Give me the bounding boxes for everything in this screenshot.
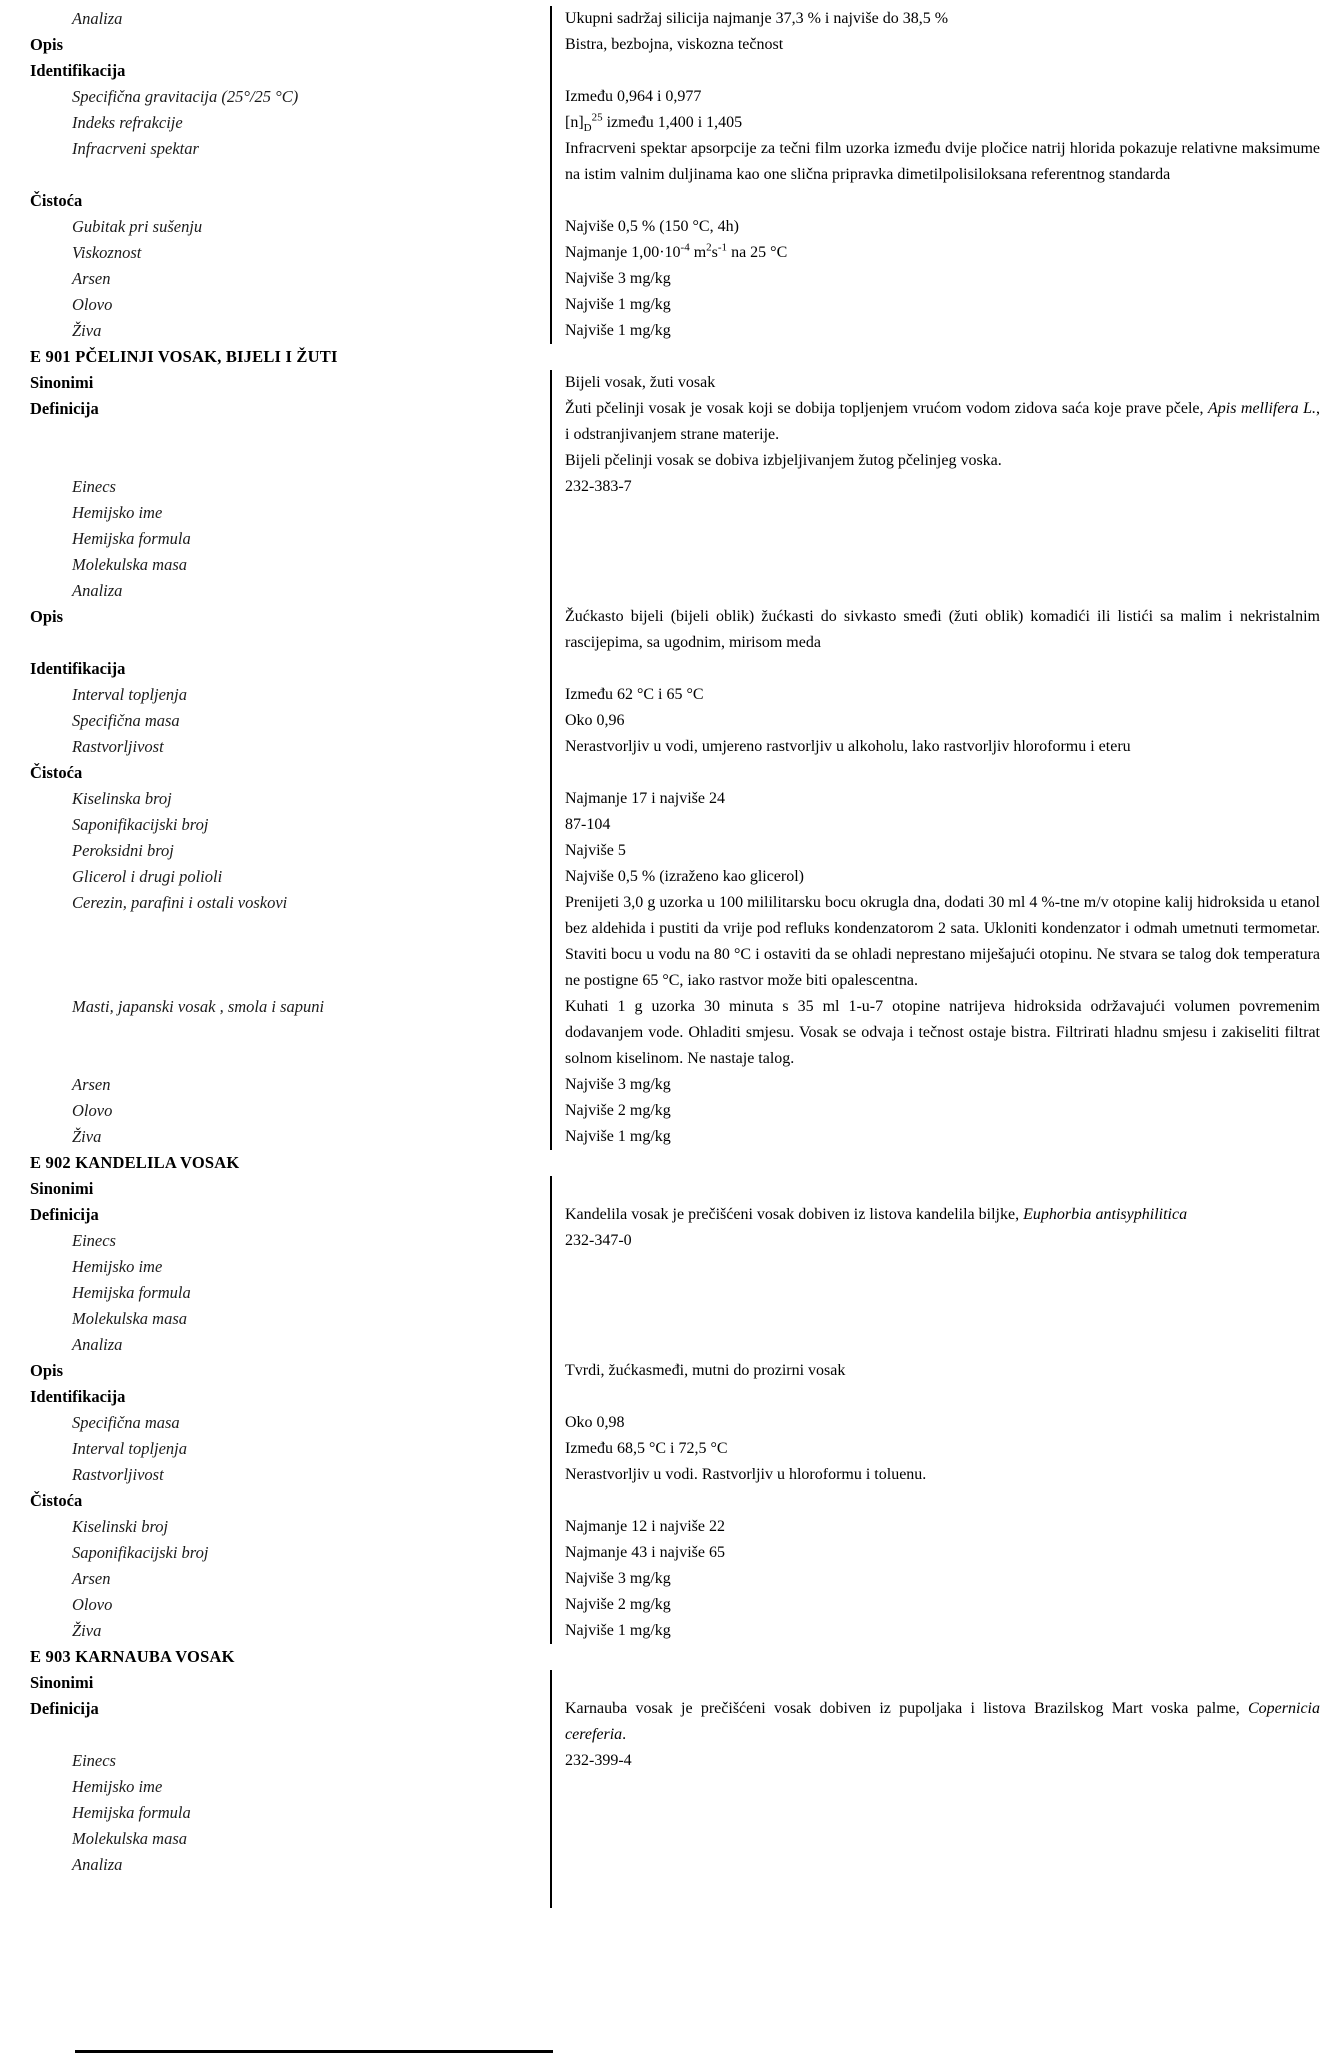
row-label: Interval topljenja (72, 1439, 188, 1458)
row-value (550, 1514, 1340, 1540)
value-text: Najmanje 1,00·10 (565, 244, 681, 261)
row-label: Čistoća (30, 763, 83, 782)
row-value (550, 1748, 1340, 1774)
row-value (550, 266, 1340, 292)
value-text: m (689, 244, 707, 261)
spec-row (0, 1592, 1340, 1618)
row-value (550, 864, 1340, 890)
value-text: Bijeli pčelinji vosak se dobiva izbjeljivanjem žutog pčelinjeg voska. (565, 452, 1002, 469)
value-text: Žućkasto bijeli (bijeli oblik) žućkasti do sivkasto smeđi (žuti oblik) komadići ili listići sa malim i nekristalnim rascijepima, sa ugodnim, mirisom meda (565, 608, 1320, 651)
value-text: Kuhati 1 g uzorka 30 minuta s 35 ml 1-u-7 otopine natrijeva hidroksida održavajući volumen povremenim dodavanjem vode. Ohladiti smjesu. Vosak se odvaja i tečnost ostaje bistra. Filtrirati hladnu smjesu i zakiseliti filtrat solnom kiselinom. Ne nastaje talog. (565, 998, 1320, 1067)
spec-row (0, 396, 1340, 474)
spec-row (0, 240, 1340, 266)
row-value (550, 1826, 1340, 1852)
spec-row (0, 760, 1340, 786)
spec-row (0, 682, 1340, 708)
row-value (550, 136, 1340, 188)
spec-row (0, 500, 1340, 526)
row-value (550, 994, 1340, 1072)
value-text: Najviše 3 mg/kg (565, 1076, 671, 1093)
section-body (0, 1176, 1340, 1644)
value-text: na 25 °C (727, 244, 788, 261)
row-value (550, 838, 1340, 864)
row-value (550, 32, 1340, 58)
row-label: Živa (72, 1621, 102, 1640)
row-value (550, 500, 1340, 526)
row-value (550, 1202, 1340, 1228)
spec-row (0, 1228, 1340, 1254)
spec-row (0, 1436, 1340, 1462)
row-label: Sinonimi (30, 1673, 94, 1692)
row-value (550, 1254, 1340, 1280)
row-label: Olovo (72, 295, 113, 314)
value-text: Tvrdi, žućkasmeđi, mutni do prozirni vosak (565, 1362, 846, 1379)
row-value (550, 6, 1340, 32)
row-label: Identifikacija (30, 61, 126, 80)
value-text: -1 (717, 241, 728, 254)
row-label: Živa (72, 1127, 102, 1146)
value-text: Najmanje 43 i najviše 65 (565, 1544, 725, 1561)
row-value (550, 292, 1340, 318)
row-value (550, 1280, 1340, 1306)
spec-row (0, 1280, 1340, 1306)
row-label: Einecs (72, 1751, 116, 1770)
value-text: , i odstranjivanjem strane materije. (565, 400, 1321, 443)
spec-row (0, 656, 1340, 682)
row-label (0, 1878, 550, 1908)
row-value (550, 552, 1340, 578)
value-text: Ukupni sadržaj silicija najmanje 37,3 % i najviše do 38,5 % (565, 10, 949, 27)
value-text: Kandelila vosak je prečišćeni vosak dobiven iz listova kandelila biljke, (565, 1206, 1024, 1223)
additive-heading: E 901 PČELINJI VOSAK, BIJELI I ŽUTI (30, 347, 338, 366)
value-text: Infracrveni spektar apsorpcije za tečni film uzorka između dvije pločice natrij hlorida pokazuje relativne maksimume na istim valnim duljinama kao one slična pripravka dimetilpolisiloksana referentnog standarda (565, 140, 1320, 183)
spec-row (0, 136, 1340, 188)
spec-row (0, 552, 1340, 578)
value-text: Oko 0,98 (565, 1414, 625, 1431)
spec-row (0, 1540, 1340, 1566)
species-name: Copernicia cereferia (565, 1700, 1320, 1743)
row-value (550, 1332, 1340, 1358)
row-value (550, 786, 1340, 812)
spec-row (0, 1774, 1340, 1800)
row-label: Analiza (72, 1335, 123, 1354)
value-text: između 1,400 i 1,405 (602, 114, 743, 131)
row-label: Sinonimi (30, 1179, 94, 1198)
spec-row (0, 370, 1340, 396)
row-value (550, 214, 1340, 240)
row-label: Hemijska formula (72, 529, 191, 548)
row-label: Specifična masa (72, 1413, 180, 1432)
spec-row (0, 1410, 1340, 1436)
row-value (550, 84, 1340, 110)
row-value (550, 1566, 1340, 1592)
value-text: Najmanje 12 i najviše 22 (565, 1518, 725, 1535)
row-value (550, 812, 1340, 838)
row-label: Analiza (72, 1855, 123, 1874)
section-e902 (0, 1150, 1340, 1644)
row-label: Hemijska formula (72, 1283, 191, 1302)
row-value (550, 1878, 1340, 1908)
row-label: Olovo (72, 1101, 113, 1120)
value-text: . (622, 1726, 627, 1743)
row-label: Masti, japanski vosak , smola i sapuni (72, 997, 325, 1016)
value-text: 232-347-0 (565, 1232, 632, 1249)
row-label: Arsen (72, 269, 111, 288)
row-value (550, 58, 1340, 84)
value-text: Najviše 3 mg/kg (565, 1570, 671, 1587)
spec-row (0, 188, 1340, 214)
value-text: Bijeli vosak, žuti vosak (565, 374, 716, 391)
row-value (550, 1228, 1340, 1254)
spec-row (0, 526, 1340, 552)
spec-row (0, 110, 1340, 136)
spec-row (0, 1358, 1340, 1384)
spec-row (0, 890, 1340, 994)
spec-document (0, 6, 1340, 1908)
section-body (0, 6, 1340, 344)
row-label: Definicija (30, 1699, 99, 1718)
row-value (550, 1124, 1340, 1150)
value-text: Nerastvorljiv u vodi, umjereno rastvorljiv u alkoholu, lako rastvorljiv hloroformu i eteru (565, 738, 1131, 755)
spec-row (0, 1826, 1340, 1852)
row-value (550, 682, 1340, 708)
value-text: Najviše 0,5 % (izraženo kao glicerol) (565, 868, 805, 885)
row-value (550, 1800, 1340, 1826)
row-label: Infracrveni spektar (72, 139, 199, 158)
row-value (550, 1410, 1340, 1436)
row-value (550, 1540, 1340, 1566)
spec-row (0, 214, 1340, 240)
row-label: Hemijsko ime (72, 1777, 163, 1796)
row-label: Interval topljenja (72, 685, 188, 704)
row-label: Čistoća (30, 191, 83, 210)
row-label: Specifična gravitacija (25°/25 °C) (72, 87, 299, 106)
value-text: 87-104 (565, 816, 611, 833)
rule-tail-row (0, 1878, 1340, 1908)
value-text: Između 62 °C i 65 °C (565, 686, 704, 703)
species-name: Euphorbia antisyphilitica (1023, 1206, 1188, 1223)
value-text: Bistra, bezbojna, viskozna tečnost (565, 36, 784, 53)
spec-row (0, 292, 1340, 318)
row-label: Einecs (72, 1231, 116, 1250)
spec-row (0, 1098, 1340, 1124)
row-label: Identifikacija (30, 659, 126, 678)
row-value (550, 1774, 1340, 1800)
row-label: Saponifikacijski broj (72, 815, 209, 834)
value-text: [n] (565, 114, 584, 131)
value-text: Najviše 2 mg/kg (565, 1102, 671, 1119)
value-text: Prenijeti 3,0 g uzorka u 100 mililitarsku bocu okrugla dna, dodati 30 ml 4 %-tne m/v otopine kalij hidroksida u etanol bez aldehida i pustiti da vrije pod refluks kondenzatorom 2 sata. Ukloniti kondenzator i odmah umetnuti termometar. Staviti bocu u vodu na 80 °C i ostaviti da se ohladi neprestano miješajući otopinu. Ne stvara se talog dok temperatura ne postigne 65 °C, iako rastvor može biti opalescentna. (565, 894, 1320, 989)
row-value (550, 370, 1340, 396)
value-text: Najviše 1 mg/kg (565, 1622, 671, 1639)
spec-row (0, 32, 1340, 58)
spec-row (0, 58, 1340, 84)
row-label: Gubitak pri sušenju (72, 217, 203, 236)
spec-row (0, 1254, 1340, 1280)
spec-row (0, 1306, 1340, 1332)
row-label: Kiselinski broj (72, 1517, 169, 1536)
row-value (550, 1462, 1340, 1488)
value-text: 232-399-4 (565, 1752, 632, 1769)
value-text: Najviše 1 mg/kg (565, 296, 671, 313)
row-label: Analiza (72, 581, 123, 600)
row-label: Hemijska formula (72, 1803, 191, 1822)
spec-row (0, 1462, 1340, 1488)
spec-row (0, 318, 1340, 344)
row-label: Kiselinska broj (72, 789, 172, 808)
row-label: Opis (30, 35, 64, 54)
row-label: Hemijsko ime (72, 503, 163, 522)
spec-row (0, 1800, 1340, 1826)
section-e903 (0, 1644, 1340, 1908)
row-label: Specifična masa (72, 711, 180, 730)
row-label: Saponifikacijski broj (72, 1543, 209, 1562)
spec-row (0, 734, 1340, 760)
value-text: Najviše 1 mg/kg (565, 322, 671, 339)
spec-row (0, 1618, 1340, 1644)
section-e901 (0, 344, 1340, 1150)
spec-row (0, 1748, 1340, 1774)
row-label: Identifikacija (30, 1387, 126, 1406)
spec-row (0, 6, 1340, 32)
spec-row (0, 786, 1340, 812)
row-value (550, 1852, 1340, 1878)
row-value (550, 474, 1340, 500)
row-value (550, 1696, 1340, 1748)
row-value (550, 890, 1340, 994)
spec-row (0, 708, 1340, 734)
value-text: Najviše 5 (565, 842, 626, 859)
value-text: s (711, 244, 718, 261)
value-text: -4 (680, 241, 690, 254)
row-value (550, 604, 1340, 656)
row-label: Arsen (72, 1075, 111, 1094)
spec-row (0, 1072, 1340, 1098)
page-bottom-rule (75, 2050, 553, 2053)
spec-row (0, 1202, 1340, 1228)
row-label: Olovo (72, 1595, 113, 1614)
spec-row (0, 266, 1340, 292)
spec-row (0, 864, 1340, 890)
spec-row (0, 1670, 1340, 1696)
value-text: 232-383-7 (565, 478, 632, 495)
spec-row (0, 1124, 1340, 1150)
species-name: Apis mellifera L. (1208, 400, 1317, 417)
row-value (550, 110, 1340, 136)
row-label: Indeks refrakcije (72, 113, 183, 132)
row-label: Viskoznost (72, 243, 142, 262)
additive-heading: E 903 KARNAUBA VOSAK (30, 1647, 235, 1666)
row-value (550, 1488, 1340, 1514)
row-value (550, 318, 1340, 344)
row-value (550, 1592, 1340, 1618)
row-value (550, 760, 1340, 786)
value-text: Najviše 0,5 % (150 °C, 4h) (565, 218, 739, 235)
row-label: Hemijsko ime (72, 1257, 163, 1276)
row-label: Sinonimi (30, 373, 94, 392)
row-label: Arsen (72, 1569, 111, 1588)
row-value (550, 1670, 1340, 1696)
spec-row (0, 604, 1340, 656)
row-label: Cerezin, parafini i ostali voskovi (72, 893, 288, 912)
row-value (550, 1072, 1340, 1098)
row-value (550, 1618, 1340, 1644)
row-label: Rastvorljivost (72, 1465, 164, 1484)
value-text: Između 0,964 i 0,977 (565, 88, 702, 105)
row-value (550, 1436, 1340, 1462)
spec-row (0, 1852, 1340, 1878)
spec-row (0, 578, 1340, 604)
section-previous-additive-continued (0, 6, 1340, 344)
row-label: Molekulska masa (72, 555, 188, 574)
row-value (550, 1358, 1340, 1384)
spec-row (0, 474, 1340, 500)
value-text: Oko 0,96 (565, 712, 625, 729)
row-label: Opis (30, 1361, 64, 1380)
spec-row (0, 1332, 1340, 1358)
row-value (550, 240, 1340, 266)
row-label: Molekulska masa (72, 1829, 188, 1848)
row-value (550, 188, 1340, 214)
row-label: Einecs (72, 477, 116, 496)
row-label: Rastvorljivost (72, 737, 164, 756)
section-body (0, 1670, 1340, 1908)
spec-row (0, 1384, 1340, 1410)
row-label: Peroksidni broj (72, 841, 174, 860)
value-text: Žuti pčelinji vosak je vosak koji se dobija topljenjem vrućom vodom zidova saća koje prave pčele, (565, 400, 1208, 417)
value-text: Najviše 1 mg/kg (565, 1128, 671, 1145)
value-text: Najviše 3 mg/kg (565, 270, 671, 287)
value-text: 25 (591, 111, 603, 124)
value-text: Najmanje 17 i najviše 24 (565, 790, 725, 807)
row-value (550, 1176, 1340, 1202)
row-value (550, 526, 1340, 552)
value-text: Karnauba vosak je prečišćeni vosak dobiven iz pupoljaka i listova Brazilskog Mart voska palme, (565, 1700, 1248, 1717)
row-value (550, 708, 1340, 734)
value-text: 2 (706, 241, 712, 254)
row-label: Definicija (30, 1205, 99, 1224)
value-text: D (583, 122, 592, 135)
row-value (550, 1098, 1340, 1124)
spec-row (0, 838, 1340, 864)
row-label: Živa (72, 321, 102, 340)
row-value (550, 734, 1340, 760)
spec-row (0, 994, 1340, 1072)
spec-row (0, 1696, 1340, 1748)
row-value (550, 656, 1340, 682)
row-label: Glicerol i drugi polioli (72, 867, 223, 886)
row-label: Definicija (30, 399, 99, 418)
value-text: Najviše 2 mg/kg (565, 1596, 671, 1613)
row-value (550, 1306, 1340, 1332)
section-body (0, 370, 1340, 1150)
value-text: Između 68,5 °C i 72,5 °C (565, 1440, 728, 1457)
spec-row (0, 1566, 1340, 1592)
spec-row (0, 1488, 1340, 1514)
row-value (550, 1384, 1340, 1410)
row-label: Opis (30, 607, 64, 626)
row-label: Molekulska masa (72, 1309, 188, 1328)
spec-row (0, 1176, 1340, 1202)
row-label: Čistoća (30, 1491, 83, 1510)
row-value (550, 396, 1340, 474)
row-label: Analiza (72, 9, 123, 28)
spec-row (0, 1514, 1340, 1540)
spec-row (0, 84, 1340, 110)
row-value (550, 578, 1340, 604)
value-text: Nerastvorljiv u vodi. Rastvorljiv u hloroformu i toluenu. (565, 1466, 927, 1483)
additive-heading: E 902 KANDELILA VOSAK (30, 1153, 240, 1172)
spec-row (0, 812, 1340, 838)
